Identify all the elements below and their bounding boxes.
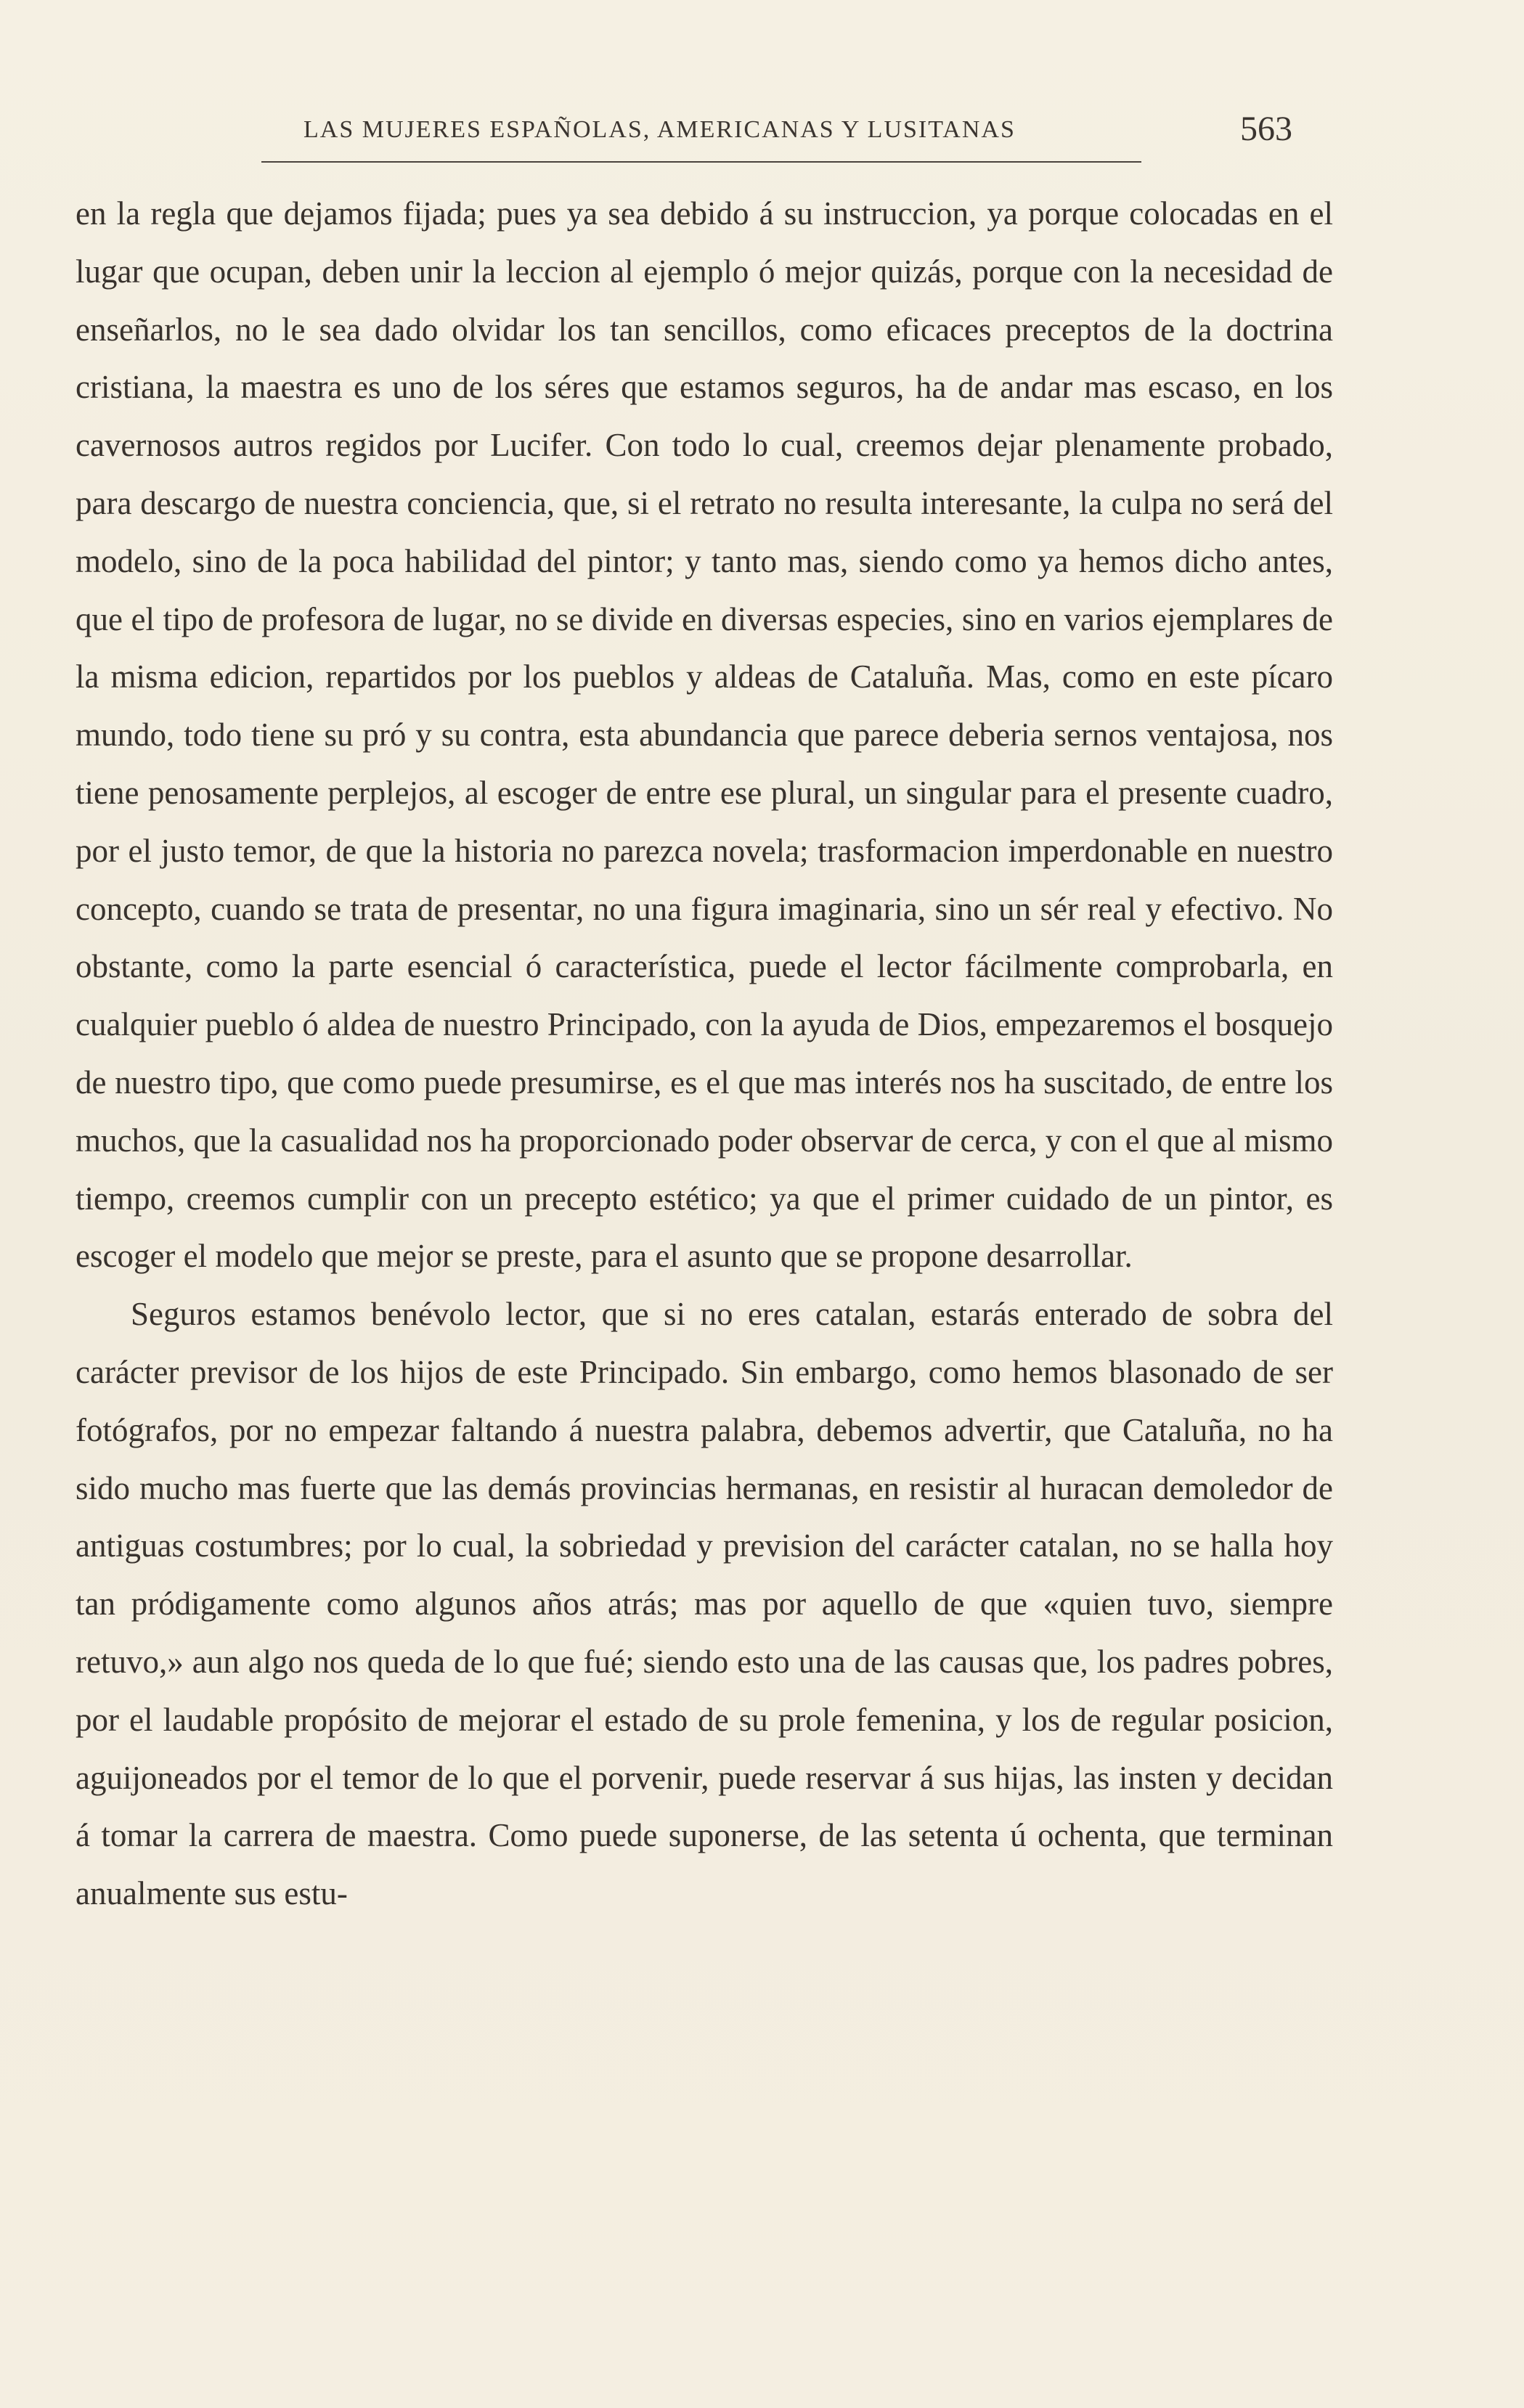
running-title: LAS MUJERES ESPAÑOLAS, AMERICANAS Y LUSITANAS	[303, 116, 1016, 143]
paragraph-1: en la regla que dejamos fijada; pues ya sea debido á su instruccion, ya porque colocadas en el lugar que ocupan, deben unir la leccion al ejemplo ó mejor quizás, porque con la necesidad de enseñarlos, no le sea dado olvidar los tan sencillos, como eficaces preceptos de la doctrina cristiana, la maestra es uno de los séres que estamos seguros, ha de andar mas escaso, en los cavernosos autros regidos por Lucifer. Con todo lo cual, creemos dejar plenamente probado, para descargo de nuestra conciencia, que, si el retrato no resulta interesante, la culpa no será del modelo, sino de la poca habilidad del pintor; y tanto mas, siendo como ya hemos dicho antes, que el tipo de profesora de lugar, no se divide en diversas especies, sino en varios ejemplares de la misma edicion, repartidos por los pueblos y aldeas de Cataluña. Mas, como en este pícaro mundo, todo tiene su pró y su contra, esta abundancia que parece deberia sernos ventajosa, nos tiene penosamente perplejos, al escoger de entre ese plural, un singular para el presente cuadro, por el justo temor, de que la historia no parezca novela; trasformacion imperdonable en nuestro concepto, cuando se trata de presentar, no una figura imaginaria, sino un sér real y efectivo. No obstante, como la parte esencial ó característica, puede el lector fácilmente comprobarla, en cualquier pueblo ó aldea de nuestro Principado, con la ayuda de Dios, empezaremos el bosquejo de nuestro tipo, que como puede presumirse, es el que mas interés nos ha suscitado, de entre los muchos, que la casualidad nos ha proporcionado poder observar de cerca, y con el que al mismo tiempo, creemos cumplir con un precepto estético; ya que el primer cuidado de un pintor, es escoger el modelo que mejor se preste, para el asunto que se propone desarrollar.	[76, 195, 1333, 1275]
paragraph-2: Seguros estamos benévolo lector, que si no eres catalan, estarás enterado de sobra del carácter previsor de los hijos de este Principado. Sin embargo, como hemos blasonado de ser fotógrafos, por no empezar faltando á nuestra palabra, debemos advertir, que Cataluña, no ha sido mucho mas fuerte que las demás provincias hermanas, en resistir al huracan demoledor de antiguas costumbres; por lo cual, la sobriedad y prevision del carácter catalan, no se halla hoy tan pródigamente como algunos años atrás; mas por aquello de que «quien tuvo, siempre retuvo,» aun algo nos queda de lo que fué; siendo esto una de las causas que, los padres pobres, por el laudable propósito de mejorar el estado de su prole femenina, y los de regular posicion, aguijoneados por el temor de lo que el porvenir, puede reservar á sus hijas, las insten y decidan á tomar la carrera de maestra. Como puede suponerse, de las setenta ú ochenta, que terminan anualmente sus estu-	[76, 1296, 1333, 1912]
page-header	[261, 109, 1292, 160]
body-text	[76, 185, 1333, 1923]
page-number: 563	[1240, 110, 1292, 148]
header-rule	[261, 161, 1141, 163]
